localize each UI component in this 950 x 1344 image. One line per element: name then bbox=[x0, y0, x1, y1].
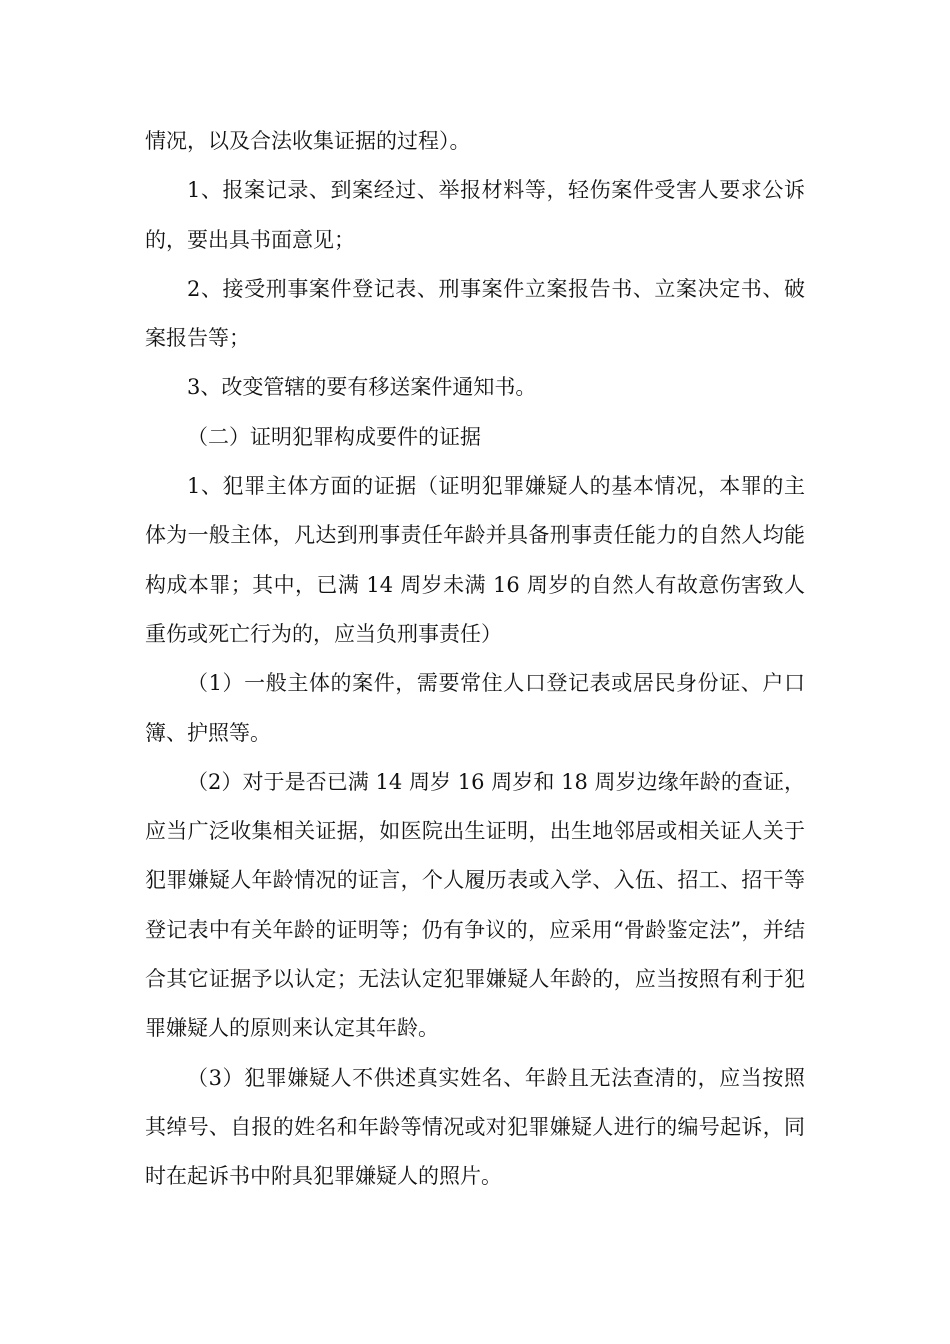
paragraph-report-records: 1、报案记录、到案经过、举报材料等，轻伤案件受害人要求公诉的，要出具书面意见； bbox=[145, 178, 805, 252]
paragraph-case-registration: 2、接受刑事案件登记表、刑事案件立案报告书、立案决定书、破案报告等； bbox=[145, 276, 805, 351]
paragraph-age-verification: （2）对于是否已满 14 周岁 16 周岁和 18 周岁边缘年龄的查证，应当广泛收集相关证据，如医院出生证明，出生地邻居或相关证人关于犯罪嫌疑人年龄情况的证言，个人履历表或入学、入伍、招工、招干等登记表中有关年龄的证明等；仍有争议的，应采用“骨龄鉴定法”，并结合其它证据予以认定；无法认定犯罪嫌疑人年龄的，应当按照有利于犯罪嫌疑人的原则来认定其年龄。 bbox=[145, 769, 805, 1041]
paragraph-subject-evidence: 1、犯罪主体方面的证据（证明犯罪嫌疑人的基本情况，本罪的主体为一般主体，凡达到刑事责任年龄并具备刑事责任能力的自然人均能构成本罪；其中，已满 14 周岁未满 16 周岁的自然人有故意伤害致人重伤或死亡行为的，应当负刑事责任） bbox=[145, 474, 805, 646]
paragraph-unknown-identity: （3）犯罪嫌疑人不供述真实姓名、年龄且无法查清的，应当按照其绰号、自报的姓名和年龄等情况或对犯罪嫌疑人进行的编号起诉，同时在起诉书中附具犯罪嫌疑人的照片。 bbox=[145, 1065, 805, 1189]
document-body bbox=[145, 117, 805, 1202]
paragraph-continuation: 情况，以及合法收集证据的过程）。 bbox=[145, 129, 471, 153]
section-heading-crime-elements: （二）证明犯罪构成要件的证据 bbox=[187, 424, 481, 449]
paragraph-jurisdiction-change: 3、改变管辖的要有移送案件通知书。 bbox=[187, 375, 537, 400]
paragraph-general-subject: （1）一般主体的案件，需要常住人口登记表或居民身份证、户口簿、护照等。 bbox=[145, 671, 805, 745]
